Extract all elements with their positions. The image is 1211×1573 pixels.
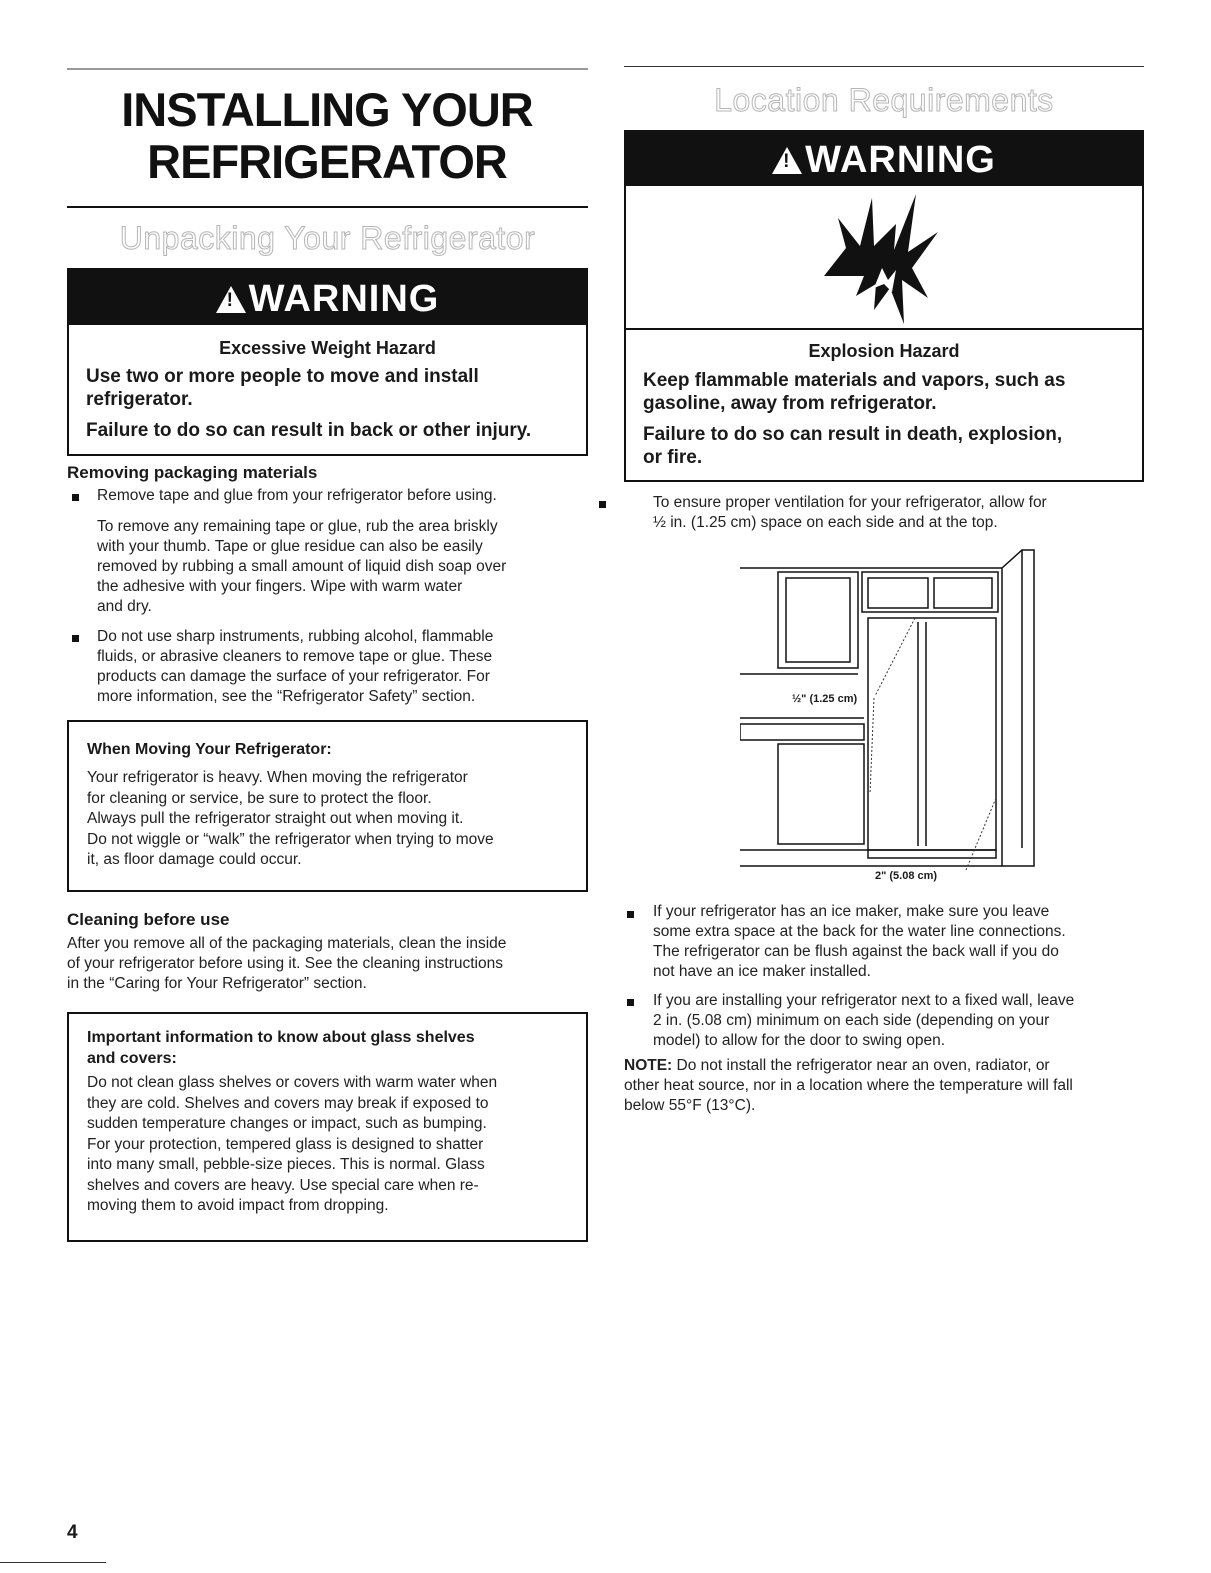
page-number: 4 [67, 1522, 78, 1543]
bullet [627, 999, 634, 1006]
text-line: If you are installing your refrigerator next to a fixed wall, leave [653, 992, 1075, 1009]
hazard-title: Excessive Weight Hazard [219, 338, 436, 358]
page-title [66, 84, 588, 188]
bottom-rule [0, 1562, 106, 1563]
cleaning-heading: Cleaning before use [67, 910, 230, 929]
moving-info-box [67, 720, 588, 892]
text-line: for cleaning or service, be sure to protect the floor. [87, 789, 432, 807]
bullet [627, 911, 634, 918]
warning-triangle-icon [772, 147, 802, 174]
title-rule [67, 206, 588, 208]
text-line: shelves and covers are heavy. Use special care when re- [87, 1176, 479, 1194]
glass-box-title [87, 1027, 475, 1069]
warning-triangle-icon [216, 286, 246, 313]
top-rule-left [67, 68, 588, 70]
removing-bullet2 [97, 627, 493, 707]
explosion-icon [816, 188, 956, 328]
bullet [72, 635, 79, 642]
text-line: If your refrigerator has an ice maker, make sure you leave [653, 903, 1050, 920]
text-line: with your thumb. Tape or glue residue can also be easily [97, 538, 483, 555]
text-line: The refrigerator can be flush against the back wall if you do [653, 943, 1059, 960]
icemaker-paragraph [653, 902, 1066, 982]
text-line: in the “Caring for Your Refrigerator” section. [67, 975, 367, 992]
page-title-line1: INSTALLING YOUR [121, 83, 533, 136]
text-line: not have an ice maker installed. [653, 963, 871, 980]
top-rule-right [624, 66, 1144, 67]
text-line: Always pull the refrigerator straight out when moving it. [87, 810, 464, 827]
hazard-consequence-line: or fire. [643, 447, 703, 468]
hazard-consequence-line: Failure to do so can result in death, explosion, [643, 424, 1063, 445]
warning-box-weight [67, 268, 588, 456]
text-line: they are cold. Shelves and covers may break if exposed to [87, 1094, 489, 1112]
warning-banner [69, 270, 586, 325]
text-line: and dry. [97, 598, 152, 615]
text-line [624, 1056, 1073, 1076]
figure-label-bottom: 2" (5.08 cm) [875, 870, 938, 882]
removing-bullet1: Remove tape and glue from your refrigerator before using. [97, 487, 497, 504]
text-line: Do not wiggle or “walk” the refrigerator when trying to move [87, 830, 494, 848]
text-line: products can damage the surface of your refrigerator. For [97, 668, 490, 685]
hazard-instruction-line: refrigerator. [86, 389, 193, 410]
hazard-instruction [86, 365, 479, 411]
ventilation-paragraph [653, 493, 1047, 533]
text-line: For your protection, tempered glass is designed to shatter [87, 1135, 484, 1153]
hazard-instruction-line: gasoline, away from refrigerator. [643, 393, 937, 414]
text-line: To remove any remaining tape or glue, rub the area briskly [97, 518, 498, 535]
hazard-instruction [643, 369, 1065, 415]
text-line: Important information to know about glass shelves [87, 1029, 475, 1046]
text-line: of your refrigerator before using it. See the cleaning instructions [67, 955, 503, 972]
note-paragraph [624, 1056, 1073, 1116]
text-line: Do not use sharp instruments, rubbing alcohol, flammable [97, 628, 494, 645]
text-line: other heat source, nor in a location where the temperature will fall [624, 1077, 1073, 1094]
text-line: more information, see the “Refrigerator Safety” section. [97, 688, 476, 705]
removing-paragraph [97, 517, 506, 617]
text-line: the adhesive with your fingers. Wipe with warm water [97, 578, 463, 595]
text-line: Your refrigerator is heavy. When moving the refrigerator [87, 769, 468, 786]
cleaning-paragraph [67, 934, 506, 994]
note-label: NOTE: [624, 1057, 673, 1074]
page-title-line2: REFRIGERATOR [147, 135, 507, 188]
section-heading-unpacking: Unpacking Your Refrigerator [119, 220, 536, 256]
text-line: Do not clean glass shelves or covers with warm water when [87, 1074, 498, 1091]
glass-info-box [67, 1012, 588, 1242]
wall-paragraph [653, 991, 1074, 1051]
text-line: below 55°F (13°C). [624, 1097, 756, 1114]
hazard-instruction-line: Use two or more people to move and install [86, 366, 479, 387]
glass-box-body [87, 1073, 497, 1217]
moving-box-title: When Moving Your Refrigerator: [87, 741, 332, 758]
text-line: some extra space at the back for the water line connections. [653, 923, 1066, 940]
text-line: into many small, pebble-size pieces. This is normal. Glass [87, 1156, 485, 1173]
warning-banner [626, 132, 1142, 186]
hazard-instruction-line: Keep flammable materials and vapors, such as [643, 370, 1066, 391]
text-line: moving them to avoid impact from dropping. [87, 1197, 389, 1214]
hazard-consequence: Failure to do so can result in back or other injury. [86, 420, 532, 441]
text-line: sudden temperature changes or impact, such as bumping. [87, 1115, 487, 1132]
text-line: ½ in. (1.25 cm) space on each side and at the top. [653, 514, 998, 531]
hazard-consequence [643, 423, 1062, 469]
hazard-title: Explosion Hazard [808, 341, 960, 361]
moving-box-body [87, 768, 494, 871]
text-line: model) to allow for the door to swing open. [653, 1032, 946, 1049]
text-line: 2 in. (5.08 cm) minimum on each side (depending on your [653, 1012, 1050, 1029]
text-line: it, as floor damage could occur. [87, 851, 302, 868]
clearance-diagram [740, 548, 1040, 884]
section-heading-location: Location Requirements [714, 82, 1054, 118]
bullet [599, 501, 606, 508]
text-line: fluids, or abrasive cleaners to remove tape or glue. These [97, 648, 493, 665]
warning-label: WARNING [805, 139, 996, 181]
warning-divider [626, 328, 1142, 330]
note-text: Do not install the refrigerator near an oven, radiator, or [676, 1057, 1050, 1074]
warning-box-explosion [624, 130, 1144, 482]
removing-heading: Removing packaging materials [67, 463, 318, 482]
text-line: After you remove all of the packaging materials, clean the inside [67, 935, 507, 952]
text-line: and covers: [87, 1050, 177, 1067]
bullet [72, 494, 79, 501]
figure-label-side: ½" (1.25 cm) [792, 693, 858, 705]
text-line: removed by rubbing a small amount of liquid dish soap over [97, 558, 507, 575]
warning-label: WARNING [248, 278, 440, 320]
text-line: To ensure proper ventilation for your refrigerator, allow for [653, 494, 1047, 511]
